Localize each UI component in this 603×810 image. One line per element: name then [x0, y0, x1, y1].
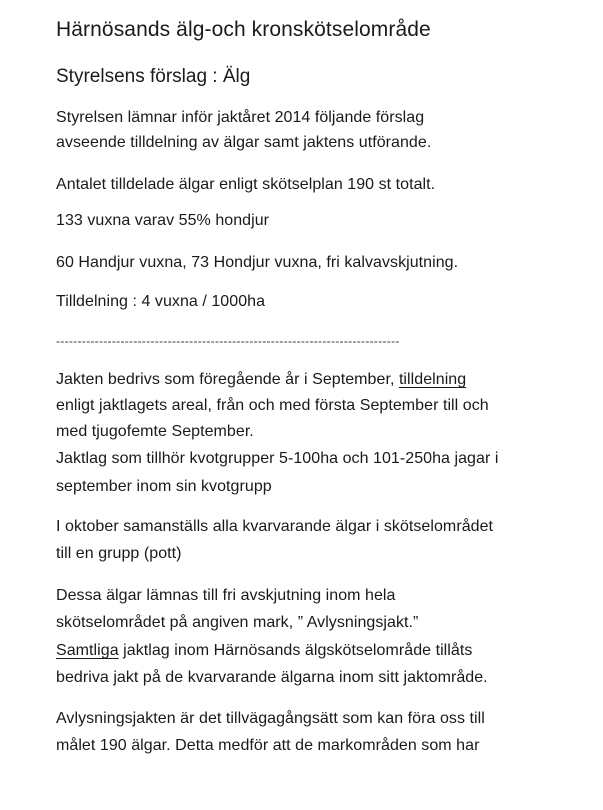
quota-text: Tilldelning : 4 vuxna / 1000ha [56, 293, 266, 310]
adults-text: 133 vuxna varav 55% hondjur [56, 212, 270, 229]
document-title: Härnösands älg-och kronskötselområde [56, 18, 431, 41]
underlined-tilldelning: tilldelning [398, 371, 467, 388]
split-text: 60 Handjur vuxna, 73 Hondjur vuxna, fri kalvavskjutning. [56, 254, 459, 271]
september-line-5: september inom sin kvotgrupp [56, 478, 272, 495]
free-line-4: bedriva jakt på de kvarvarande älgarna inom sitt jaktområde. [56, 669, 488, 686]
september-line-1 [56, 371, 466, 389]
allocation-text: Antalet tilldelade älgar enligt skötselplan 190 st totalt. [56, 176, 436, 193]
september-line-1-text: Jakten bedrivs som föregående år i September, [56, 371, 399, 388]
separator-line: -------------------------------------------------------------------------------- [56, 334, 400, 348]
october-line-2: till en grupp (pott) [56, 545, 182, 562]
september-line-4: Jaktlag som tillhör kvotgrupper 5-100ha och 101-250ha jagar i [56, 450, 499, 467]
free-line-3-text: jaktlag inom Härnösands älgskötselområde tillåts [118, 642, 473, 659]
september-line-2: enligt jaktlagets areal, från och med första September till och [56, 397, 489, 414]
intro-line-1: Styrelsen lämnar inför jaktåret 2014 följande förslag [56, 109, 425, 126]
free-line-3 [56, 642, 472, 660]
october-line-1: I oktober samanställs alla kvarvarande älgar i skötselområdet [56, 518, 494, 535]
free-line-2: skötselområdet på angiven mark, ” Avlysningsjakt.” [56, 614, 419, 631]
intro-line-2: avseende tilldelning av älgar samt jaktens utförande. [56, 134, 432, 151]
closing-line-1: Avlysningsjakten är det tillvägagångsätt som kan föra oss till [56, 710, 485, 727]
underlined-samtliga: Samtliga [56, 642, 119, 659]
document-subtitle: Styrelsens förslag : Älg [56, 66, 251, 87]
closing-line-2: målet 190 älgar. Detta medför att de markområden som har [56, 737, 480, 754]
free-line-1: Dessa älgar lämnas till fri avskjutning inom hela [56, 587, 396, 604]
september-line-3: med tjugofemte September. [56, 423, 254, 440]
